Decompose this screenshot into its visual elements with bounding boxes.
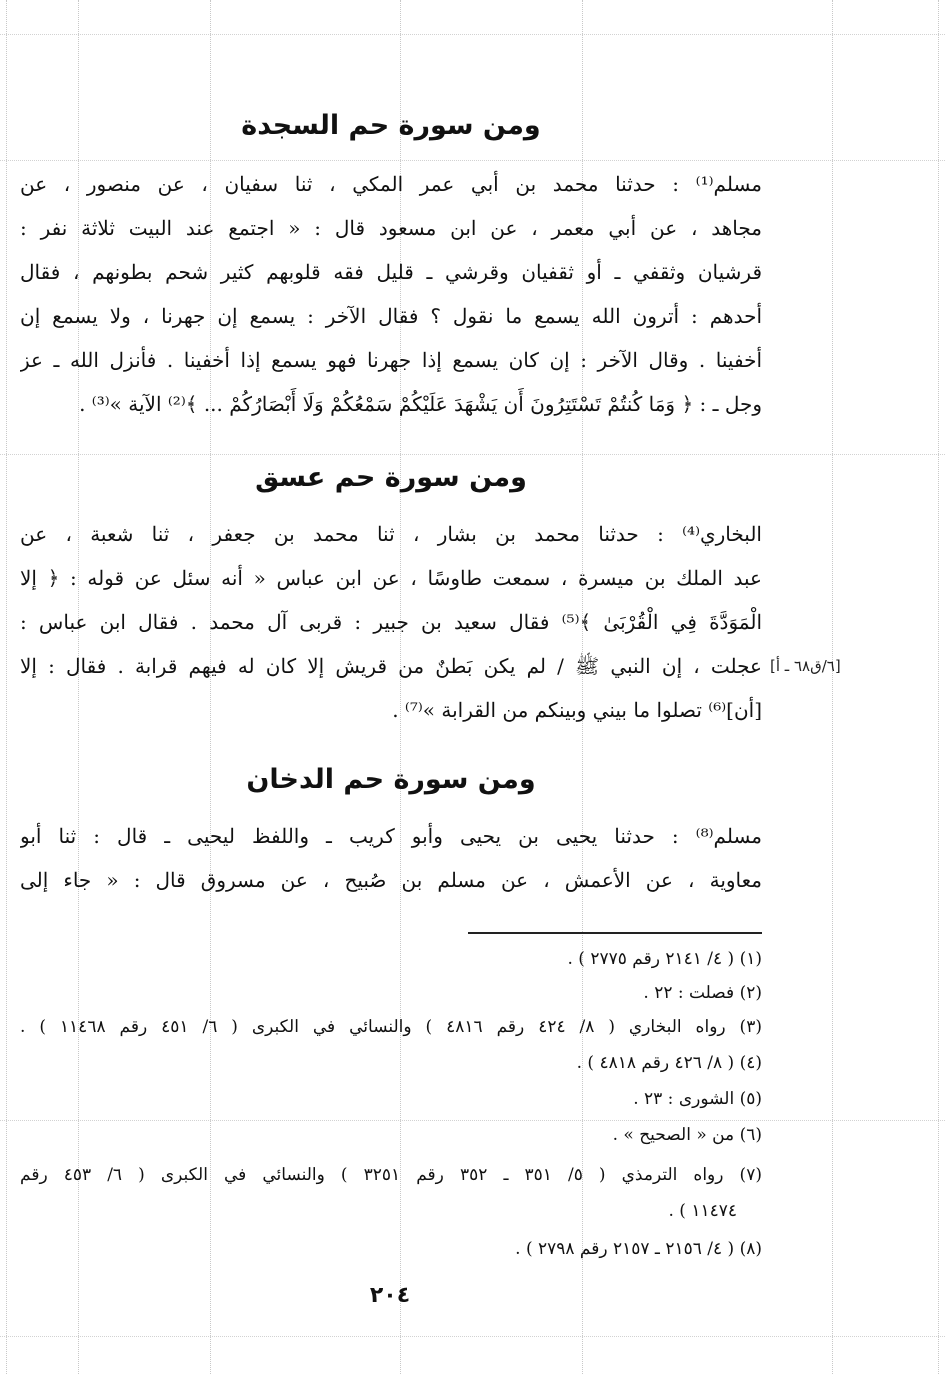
section-heading: ومن سورة حم السجدة xyxy=(241,110,541,141)
footnote: (٥) الشورى : ٢٣ . xyxy=(633,1089,762,1109)
text-line: البخاري⁽⁴⁾ : حدثنا محمد بن بشار ، ثنا محمد بن جعفر ، ثنا شعبة ، عن xyxy=(20,522,762,546)
scan-guide-line xyxy=(0,160,945,161)
page-number: ٢٠٤ xyxy=(369,1283,411,1308)
text-line: قرشيان وثقفي ـ أو ثقفيان وقرشي ـ قليل فقه قلوبهم كثير شحم بطونهم ، فقال xyxy=(20,260,762,284)
text-line: مسلم⁽⁸⁾ : حدثنا يحيى بن يحيى وأبو كريب ـ واللفظ ليحيى ـ قال : ثنا أبو xyxy=(20,824,762,848)
footnote: (٢) فصلت : ٢٢ . xyxy=(643,983,762,1003)
footnote: (٦) من « الصحيح » . xyxy=(612,1125,762,1145)
footnote: (١) ( ٤/ ٢١٤١ رقم ٢٧٧٥ ) . xyxy=(567,949,762,969)
footnote: (٤) ( ٨/ ٤٢٦ رقم ٤٨١٨ ) . xyxy=(576,1053,762,1073)
text-line: أحدهم : أترون الله يسمع ما نقول ؟ فقال الآخر : يسمع إن جهرنا ، ولا يسمع إن xyxy=(20,304,762,328)
section-body xyxy=(20,814,762,904)
text-line: أخفينا . وقال الآخر : إن كان يسمع إذا جهرنا فهو يسمع إذا أخفينا . فأنزل الله ـ عز xyxy=(20,348,762,372)
text-line: وجل ـ : ﴿ وَمَا كُنتُمْ تَسْتَتِرُونَ أَن يَشْهَدَ عَلَيْكُمْ سَمْعُكُمْ وَلَا أَبْصَارُكُمْ ... ﴾⁽²⁾ الآية »⁽³⁾ . xyxy=(79,392,762,416)
scan-guide-line xyxy=(938,0,939,1374)
footnote: (٨) ( ٤/ ٢١٥٦ ـ ٢١٥٧ رقم ٢٧٩٨ ) . xyxy=(515,1239,762,1259)
scan-guide-line xyxy=(0,34,945,35)
scan-guide-line xyxy=(0,454,945,455)
footnote: (٣) رواه البخاري ( ٨/ ٤٢٤ رقم ٤٨١٦ ) والنسائي في الكبرى ( ٦/ ٤٥١ رقم ١١٤٦٨ ) . xyxy=(20,1017,762,1037)
scan-guide-line xyxy=(0,1336,945,1337)
section-heading: ومن سورة حم الدخان xyxy=(246,764,536,795)
text-line: مجاهد ، عن أبي معمر ، عن ابن مسعود قال : « اجتمع عند البيت ثلاثة نفر : xyxy=(20,216,762,240)
scan-guide-line xyxy=(832,0,833,1374)
section-heading: ومن سورة حم عسق xyxy=(255,462,527,493)
footnote-separator xyxy=(468,932,762,934)
text-line: الْمَوَدَّةَ فِي الْقُرْبَىٰ ﴾⁽⁵⁾ فقال سعيد بن جبير : قربى آل محمد . فقال ابن عباس : xyxy=(20,610,762,634)
text-line: [أن]⁽⁶⁾ تصلوا ما بيني وبينكم من القرابة »⁽⁷⁾ . xyxy=(392,698,762,722)
footnote: (٧) رواه الترمذي ( ٥/ ٣٥١ ـ ٣٥٢ رقم ٣٢٥١ ) والنسائي في الكبرى ( ٦/ ٤٥٣ رقم xyxy=(20,1165,762,1185)
text-line: عجلت ، إن النبي ﷺ / لم يكن بَطنٌ من قريش إلا كان له فيهم قرابة . فقال : إلا xyxy=(20,654,762,678)
manuscript-folio-reference: [٦/ق٦٨ ـ أ] xyxy=(770,657,841,675)
footnote-continuation: ١١٤٧٤ ) . xyxy=(668,1201,737,1221)
text-line: مسلم⁽¹⁾ : حدثنا محمد بن أبي عمر المكي ، ثنا سفيان ، عن منصور ، عن xyxy=(20,172,762,196)
scan-guide-line xyxy=(6,0,7,1374)
text-line: عبد الملك بن ميسرة ، سمعت طاوسًا ، عن ابن عباس « أنه سئل عن قوله : ﴿ إلا xyxy=(20,566,762,590)
section-body xyxy=(20,512,762,738)
text-line: معاوية ، عن الأعمش ، عن مسلم بن صُبيح ، عن مسروق قال : « جاء إلى xyxy=(20,868,762,892)
section-body xyxy=(20,162,762,432)
